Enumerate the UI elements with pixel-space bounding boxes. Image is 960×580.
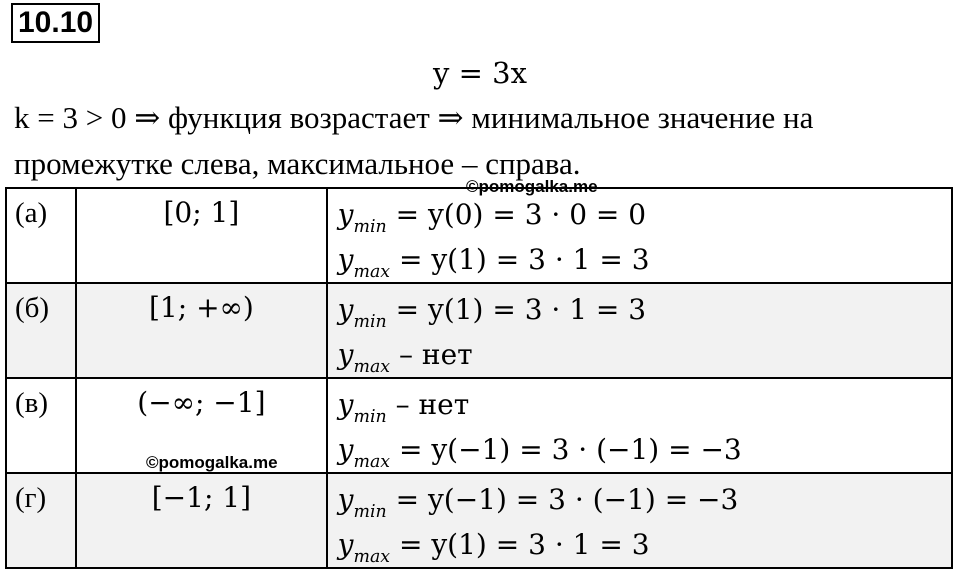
row-label: (а) [6, 188, 76, 283]
row-label: (в) [6, 378, 76, 473]
min-subscript: min [353, 501, 387, 522]
min-symbol: y [337, 483, 354, 516]
min-symbol: y [337, 293, 354, 326]
max-line [338, 237, 951, 282]
max-symbol: y [337, 528, 354, 561]
row-label: (г) [6, 473, 76, 568]
max-value: = y(−1) = 3 · (−1) = −3 [399, 433, 742, 466]
values-cell [327, 283, 952, 378]
max-line [338, 332, 951, 377]
min-line [338, 192, 951, 237]
min-value: = y(1) = 3 · 1 = 3 [395, 293, 647, 326]
explanation-line-1: k = 3 > 0 ⇒ функция возрастает ⇒ минимальное значение на [14, 100, 814, 135]
max-symbol: y [337, 338, 354, 371]
values-cell [327, 473, 952, 568]
min-value: = y(0) = 3 · 0 = 0 [395, 198, 647, 231]
interval-cell: (−∞; −1] [76, 378, 327, 473]
min-line [338, 477, 951, 522]
answer-table [5, 187, 953, 569]
table-row [6, 473, 952, 568]
max-subscript: max [353, 356, 391, 377]
interval-cell: [0; 1] [76, 188, 327, 283]
explanation-line-2: промежутке слева, максимальное – справа. [14, 146, 581, 181]
task-number-box: 10.10 [11, 3, 100, 43]
max-value: = y(1) = 3 · 1 = 3 [399, 243, 650, 276]
max-symbol: y [337, 433, 354, 466]
min-value: – нет [395, 388, 470, 421]
values-cell [327, 378, 952, 473]
values-cell [327, 188, 952, 283]
explanation-text [14, 95, 954, 187]
min-line [338, 287, 951, 332]
interval-cell: [−1; 1] [76, 473, 327, 568]
min-subscript: min [353, 311, 387, 332]
max-symbol: y [337, 243, 354, 276]
table-row [6, 283, 952, 378]
watermark-text: ©pomogalka.me [146, 453, 278, 472]
max-line [338, 427, 951, 472]
max-subscript: max [353, 546, 391, 567]
min-value: = y(−1) = 3 · (−1) = −3 [395, 483, 739, 516]
min-symbol: y [337, 198, 354, 231]
min-subscript: min [353, 216, 387, 237]
min-line [338, 382, 951, 427]
table-row [6, 188, 952, 283]
max-line [338, 522, 951, 567]
max-subscript: max [353, 261, 391, 282]
interval-cell: [1; +∞) [76, 283, 327, 378]
function-equation: y = 3x [433, 56, 527, 90]
max-value: – нет [399, 338, 473, 371]
min-symbol: y [337, 388, 354, 421]
max-subscript: max [353, 451, 391, 472]
row-label: (б) [6, 283, 76, 378]
watermark-text: ©pomogalka.me [466, 177, 598, 196]
min-subscript: min [353, 406, 387, 427]
max-value: = y(1) = 3 · 1 = 3 [399, 528, 650, 561]
